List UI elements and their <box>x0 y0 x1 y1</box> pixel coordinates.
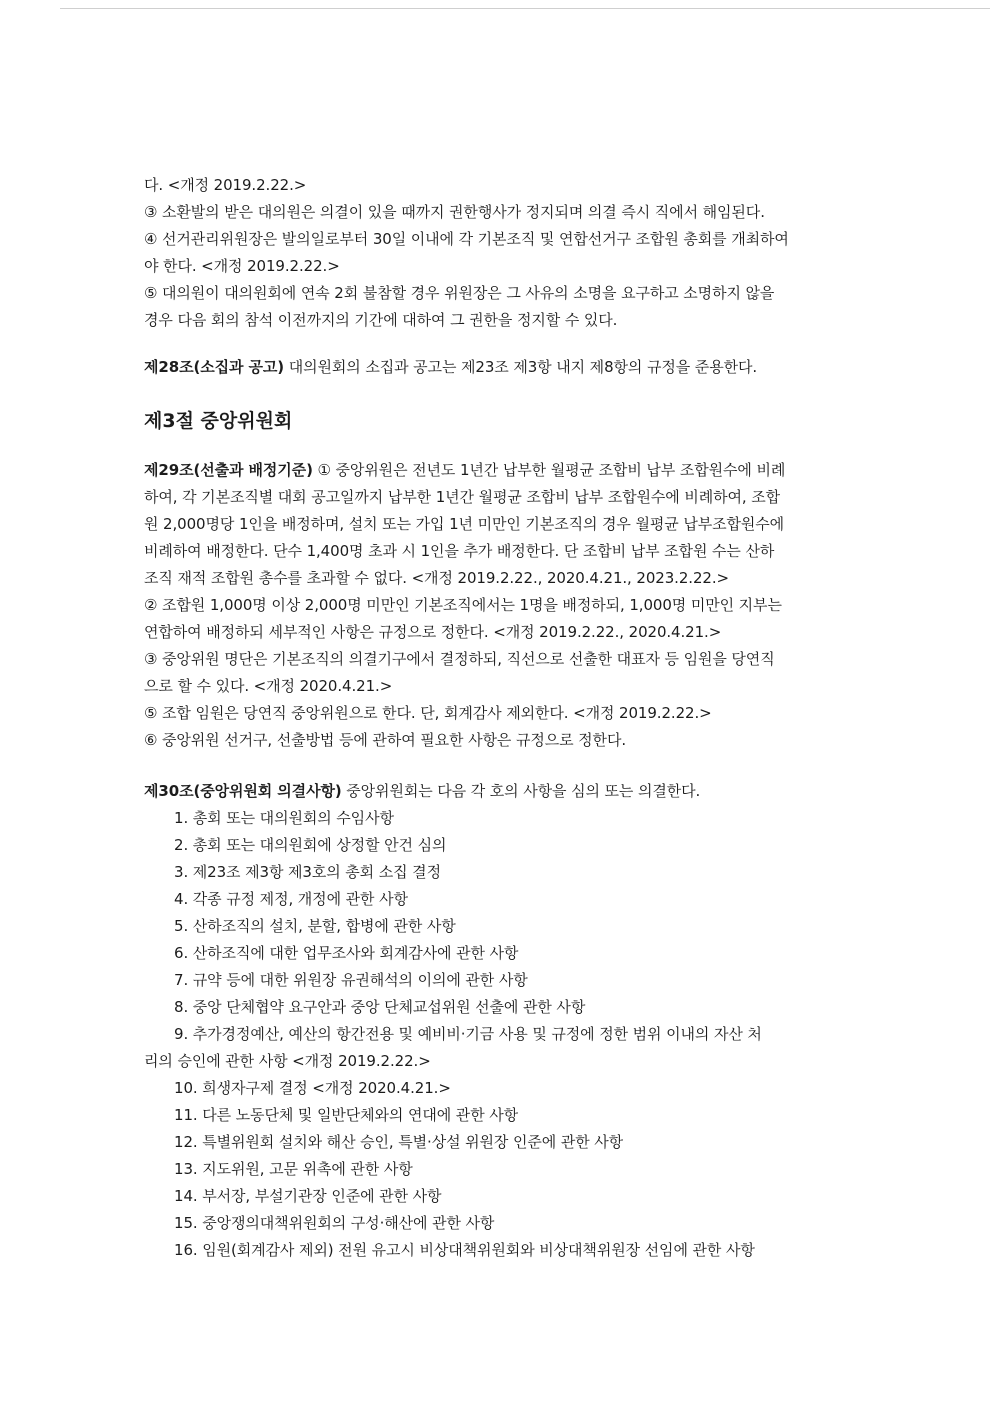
list-item: 13. 지도위원, 고문 위촉에 관한 사항 <box>174 1160 413 1178</box>
document-page <box>144 172 864 1264</box>
article-29-first-line <box>144 457 864 484</box>
list-item: 2. 총회 또는 대의원회에 상정할 안건 심의 <box>174 836 447 854</box>
text-line: 하여, 각 기본조직별 대회 공고일까지 납부한 1년간 월평균 조합비 납부 조합원수에 비례하여, 조합 <box>144 488 781 506</box>
list-item: 8. 중앙 단체협약 요구안과 중앙 단체교섭위원 선출에 관한 사항 <box>174 998 586 1016</box>
article-29-heading: 제29조(선출과 배정기준) <box>144 461 313 479</box>
scan-edge-line <box>60 8 990 9</box>
list-item: 11. 다른 노동단체 및 일반단체와의 연대에 관한 사항 <box>174 1106 519 1124</box>
text-line: ③ 중앙위원 명단은 기본조직의 의결기구에서 결정하되, 직선으로 선출한 대표자 등 임원을 당연직 <box>144 650 775 668</box>
article-29-text: ① 중앙위원은 전년도 1년간 납부한 월평균 조합비 납부 조합원수에 비례 <box>312 461 786 479</box>
list-item: 3. 제23조 제3항 제3호의 총회 소집 결정 <box>174 863 441 881</box>
article-27-tail <box>144 172 864 334</box>
article-30-text: 중앙위원회는 다음 각 호의 사항을 심의 또는 의결한다. <box>341 782 701 800</box>
text-line: 연합하여 배정하되 세부적인 사항은 규정으로 정한다. <개정 2019.2.22., 2020.4.21.> <box>144 623 722 641</box>
list-item: 9. 추가경정예산, 예산의 항간전용 및 예비비·기금 사용 및 규정에 정한 범위 이내의 자산 처 <box>174 1025 762 1043</box>
article-28-text: 대의원회의 소집과 공고는 제23조 제3항 내지 제8항의 규정을 준용한다. <box>284 358 758 376</box>
list-item: 1. 총회 또는 대의원회의 수임사항 <box>174 809 394 827</box>
section-title: 제3절 중앙위원회 <box>144 410 293 432</box>
text-line: 원 2,000명당 1인을 배정하며, 설치 또는 가입 1년 미만인 기본조직의 경우 월평균 납부조합원수에 <box>144 515 785 533</box>
list-item: 12. 특별위원회 설치와 해산 승인, 특별·상설 위원장 인준에 관한 사항 <box>174 1133 624 1151</box>
article-30-heading: 제30조(중앙위원회 의결사항) <box>144 782 342 800</box>
list-item-continuation: 리의 승인에 관한 사항 <개정 2019.2.22.> <box>144 1052 431 1070</box>
article-28 <box>144 354 864 381</box>
text-line: 으로 할 수 있다. <개정 2020.4.21.> <box>144 677 393 695</box>
article-30 <box>144 778 864 1264</box>
list-item: 10. 희생자구제 결정 <개정 2020.4.21.> <box>174 1079 451 1097</box>
list-item: 16. 임원(회계감사 제외) 전원 유고시 비상대책위원회와 비상대책위원장 선임에 관한 사항 <box>174 1241 755 1259</box>
text-line: ③ 소환발의 받은 대의원은 의결이 있을 때까지 권한행사가 정지되며 의결 즉시 직에서 해임된다. <box>144 203 765 221</box>
text-line: 야 한다. <개정 2019.2.22.> <box>144 257 340 275</box>
text-line: ⑥ 중앙위원 선거구, 선출방법 등에 관하여 필요한 사항은 규정으로 정한다. <box>144 731 627 749</box>
text-line: 다. <개정 2019.2.22.> <box>144 176 307 194</box>
text-line: ⑤ 조합 임원은 당연직 중앙위원으로 한다. 단, 회계감사 제외한다. <개정 2019.2.22.> <box>144 704 712 722</box>
text-line: ② 조합원 1,000명 이상 2,000명 미만인 기본조직에서는 1명을 배정하되, 1,000명 미만인 지부는 <box>144 596 782 614</box>
text-line: 조직 재적 조합원 총수를 초과할 수 없다. <개정 2019.2.22., 2020.4.21., 2023.2.22.> <box>144 569 729 587</box>
article-29 <box>144 457 864 754</box>
list-item: 7. 규약 등에 대한 위원장 유권해석의 이의에 관한 사항 <box>174 971 528 989</box>
list-item: 4. 각종 규정 제정, 개정에 관한 사항 <box>174 890 408 908</box>
list-item: 5. 산하조직의 설치, 분할, 합병에 관한 사항 <box>174 917 456 935</box>
text-line: 경우 다음 회의 참석 이전까지의 기간에 대하여 그 권한을 정지할 수 있다. <box>144 311 618 329</box>
list-item: 14. 부서장, 부설기관장 인준에 관한 사항 <box>174 1187 442 1205</box>
list-item: 15. 중앙쟁의대책위원회의 구성·해산에 관한 사항 <box>174 1214 495 1232</box>
article-28-heading: 제28조(소집과 공고) <box>144 358 285 376</box>
text-line: ⑤ 대의원이 대의원회에 연속 2회 불참할 경우 위원장은 그 사유의 소명을 요구하고 소명하지 않을 <box>144 284 775 302</box>
text-line: ④ 선거관리위원장은 발의일로부터 30일 이내에 각 기본조직 및 연합선거구 조합원 총회를 개최하여 <box>144 230 789 248</box>
article-30-first-line <box>144 778 864 805</box>
text-line: 비례하여 배정한다. 단수 1,400명 초과 시 1인을 추가 배정한다. 단 조합비 납부 조합원 수는 산하 <box>144 542 775 560</box>
list-item: 6. 산하조직에 대한 업무조사와 회계감사에 관한 사항 <box>174 944 519 962</box>
